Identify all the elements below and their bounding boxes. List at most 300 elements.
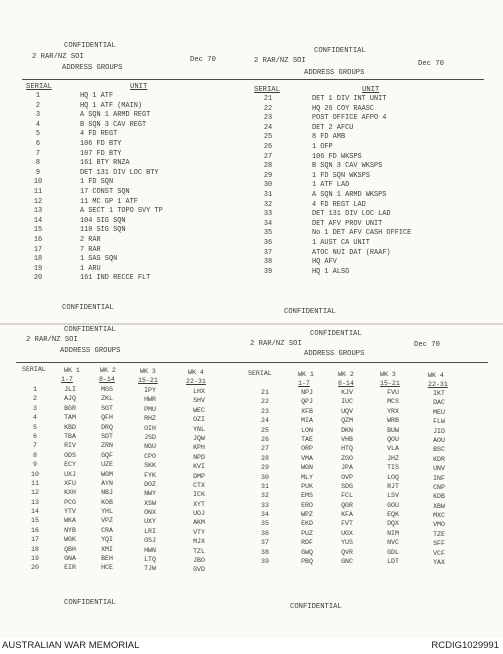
code-cell: IUC	[341, 398, 353, 406]
serial-cell: 3	[35, 111, 41, 120]
bottom-right-head-wk3: WK 3	[380, 371, 396, 378]
code-cell: PUZ	[301, 529, 313, 537]
top-left-unit: 2 RAR/NZ SOI	[32, 53, 84, 61]
code-cell: HWR	[144, 396, 156, 404]
code-cell: QZM	[341, 417, 353, 425]
code-cell: QBH	[64, 545, 76, 553]
code-cell: QVR	[341, 548, 353, 556]
code-cell: QFH	[101, 414, 113, 422]
top-left-title: ADDRESS GROUPS	[62, 64, 123, 72]
bottom-right-wk2-column	[335, 388, 359, 566]
serial-cell: 10	[31, 470, 39, 478]
code-cell: WEC	[193, 406, 205, 414]
code-cell: BSC	[433, 446, 445, 454]
serial-cell: 3	[33, 404, 37, 412]
top-right-unit: 2 RAR/NZ SOI	[254, 57, 306, 65]
unit-cell: 1 ARU	[80, 264, 101, 273]
serial-cell: 37	[263, 248, 273, 257]
code-cell: CNP	[433, 483, 445, 491]
bottom-right-wk3-column	[380, 388, 406, 566]
unit-cell: HQ AFV	[312, 258, 337, 267]
code-cell: TIS	[387, 464, 399, 472]
serial-cell: 22	[263, 104, 273, 113]
code-cell: OVP	[341, 473, 353, 481]
code-cell: UGX	[341, 529, 353, 537]
serial-cell: 4	[33, 414, 37, 422]
serial-cell: 30	[261, 473, 269, 481]
code-cell: GVD	[193, 566, 205, 574]
code-cell: YUS	[341, 539, 353, 547]
code-cell: VMO	[433, 521, 445, 529]
code-cell: NBJ	[101, 489, 113, 497]
serial-cell: 34	[261, 511, 269, 519]
code-cell: YTV	[64, 508, 76, 516]
top-left-col-serial: SERIAL	[26, 83, 52, 91]
unit-cell: 106 FD BTY	[80, 139, 122, 148]
code-cell: EIR	[64, 564, 76, 572]
serial-cell: 35	[263, 229, 273, 238]
serial-cell: 16	[31, 526, 39, 534]
serial-cell: 7	[35, 149, 41, 158]
code-cell: SKK	[144, 462, 156, 470]
top-right-col-unit: UNIT	[362, 86, 380, 94]
code-cell: VPZ	[101, 517, 113, 525]
code-cell: ZGO	[341, 454, 353, 462]
bottom-left-unit: 2 RAR/NZ SOI	[26, 336, 78, 344]
bottom-right-head-wk3-days: 15-21	[380, 380, 400, 387]
code-cell: NIM	[387, 529, 399, 537]
unit-cell: 17 CONST SQN	[80, 187, 130, 196]
serial-cell: 37	[261, 539, 269, 547]
code-cell: DOZ	[144, 480, 156, 488]
code-cell: FVU	[387, 389, 399, 396]
serial-cell: 12	[31, 489, 39, 497]
code-cell: QGR	[341, 501, 353, 509]
serial-cell: 27	[263, 152, 273, 161]
serial-cell: 13	[31, 498, 39, 506]
code-cell: LTQ	[144, 556, 156, 564]
serial-cell: 36	[261, 529, 269, 537]
serial-cell: 1	[33, 386, 37, 393]
code-cell: OZI	[193, 416, 205, 424]
top-header-rule	[22, 79, 484, 80]
serial-cell: 26	[261, 435, 269, 443]
code-cell: MGS	[101, 386, 113, 393]
unit-cell: DET AFV PROV UNIT	[312, 219, 383, 228]
bottom-right-head-wk2-days: 8-14	[338, 380, 354, 387]
serial-cell: 19	[33, 264, 43, 273]
code-cell: XSW	[144, 499, 156, 507]
serial-cell: 13	[33, 207, 43, 216]
code-cell: XMI	[101, 545, 113, 553]
code-cell: MIA	[301, 417, 313, 425]
bottom-right-unit: 2 RAR/NZ SOI	[250, 340, 302, 348]
bottom-left-head-wk2: WK 2	[100, 367, 116, 374]
unit-cell: 1 AUST CA UNIT	[312, 238, 370, 247]
archive-reference: RCDIG1029991	[431, 640, 499, 651]
serial-cell: 26	[263, 142, 273, 151]
code-cell: UXJ	[64, 470, 76, 478]
unit-cell: 110 SIG SQN	[80, 226, 126, 235]
code-cell: GDL	[387, 548, 399, 556]
code-cell: DRQ	[101, 423, 113, 431]
code-cell: AKM	[193, 519, 205, 527]
unit-cell: 104 SIG SQN	[80, 216, 126, 225]
unit-cell: ATOC NUI DAT (RAAF)	[312, 248, 391, 257]
code-cell: WRB	[387, 417, 399, 425]
serial-cell: 6	[35, 139, 41, 148]
bottom-left-head-wk3-days: 15-21	[138, 377, 158, 384]
serial-cell: 7	[33, 442, 37, 450]
code-cell: KFA	[341, 511, 353, 519]
code-cell: TAM	[64, 414, 76, 422]
code-cell: FYK	[144, 471, 156, 479]
serial-cell: 16	[33, 235, 43, 244]
serial-cell: 5	[33, 423, 37, 431]
code-cell: ERO	[301, 501, 313, 509]
unit-cell: 1 SAS SQN	[80, 255, 118, 264]
serial-cell: 5	[35, 130, 41, 139]
serial-cell: 14	[33, 216, 43, 225]
serial-cell: 18	[33, 255, 43, 264]
code-cell: CPO	[144, 452, 156, 460]
unit-cell: A SQN 1 ARMD WKSPS	[312, 190, 387, 199]
unit-cell: 1 OFP	[312, 142, 333, 151]
code-cell: IPY	[144, 387, 156, 394]
bottom-right-date: Dec 70	[414, 341, 440, 349]
code-cell: UQV	[341, 407, 353, 415]
serial-cell: 9	[35, 168, 41, 177]
serial-cell: 32	[263, 200, 273, 209]
top-right-footer-classification: CONFIDENTIAL	[284, 308, 336, 316]
serial-cell: 18	[31, 545, 39, 553]
serial-cell: 14	[31, 508, 39, 516]
serial-cell: 28	[261, 454, 269, 462]
code-cell: HWN	[144, 546, 156, 554]
code-cell: PBQ	[301, 558, 313, 566]
top-right-col-serial: SERIAL	[254, 86, 280, 94]
serial-cell: 9	[33, 461, 37, 469]
code-cell: LDT	[387, 558, 399, 566]
serial-cell: 6	[33, 432, 37, 440]
code-cell: ORP	[301, 445, 313, 453]
serial-cell: 19	[31, 555, 39, 563]
code-cell: PMU	[144, 405, 156, 413]
serial-cell: 11	[33, 187, 43, 196]
code-cell: LOQ	[387, 473, 399, 481]
code-cell: OSJ	[144, 537, 156, 545]
unit-cell: 2 RAR	[80, 235, 101, 244]
bottom-left-head-wk4: WK 4	[188, 369, 204, 376]
code-cell: JID	[433, 427, 445, 435]
serial-cell: 8	[33, 451, 37, 459]
unit-cell: A SQN 1 ARMD REGT	[80, 111, 151, 120]
serial-cell: 39	[261, 558, 269, 566]
serial-cell: 15	[31, 517, 39, 525]
code-cell: CTX	[193, 481, 205, 489]
code-cell: FVT	[341, 520, 353, 528]
bottom-right-serial-column	[254, 388, 276, 566]
bottom-left-head-wk3: WK 3	[140, 368, 156, 375]
bottom-right-head-wk4: WK 4	[428, 372, 444, 379]
unit-cell: HQ 1 ATF (MAIN)	[80, 101, 143, 110]
code-cell: JSD	[144, 433, 156, 441]
code-cell: XBW	[433, 502, 445, 510]
serial-cell: 29	[261, 464, 269, 472]
code-cell: NWY	[144, 490, 156, 498]
code-cell: IKT	[433, 390, 445, 397]
code-cell: KXH	[64, 489, 76, 497]
code-cell: DKN	[341, 426, 353, 434]
code-cell: NPJ	[301, 389, 313, 396]
code-cell: RIV	[64, 442, 76, 450]
top-right-serial-column	[256, 95, 280, 277]
code-cell: SHV	[193, 397, 205, 405]
page-fold	[0, 323, 503, 325]
serial-cell: 38	[263, 258, 273, 267]
serial-cell: 36	[263, 238, 273, 247]
serial-cell: 23	[263, 114, 273, 123]
code-cell: TJW	[144, 565, 156, 573]
code-cell: LON	[301, 426, 313, 434]
archive-footer	[0, 638, 503, 654]
bottom-left-head-wk4-days: 22-31	[186, 378, 206, 385]
bottom-left-serial-column	[24, 385, 46, 573]
top-left-classification: CONFIDENTIAL	[64, 42, 116, 50]
bottom-left-title: ADDRESS GROUPS	[60, 347, 121, 355]
top-right-unit-column	[312, 95, 488, 277]
code-cell: YRX	[387, 407, 399, 415]
serial-cell: 11	[31, 479, 39, 487]
code-cell: MJX	[193, 538, 205, 546]
bottom-left-footer-classification: CONFIDENTIAL	[64, 599, 116, 607]
code-cell: VMA	[301, 454, 313, 462]
serial-cell: 21	[261, 389, 269, 396]
serial-cell: 12	[33, 197, 43, 206]
code-cell: EMS	[301, 492, 313, 500]
code-cell: SDT	[101, 432, 113, 440]
code-cell: QPJ	[301, 398, 313, 406]
unit-cell: DET 2 AFCU	[312, 123, 354, 132]
unit-cell: 107 FD BTY	[80, 149, 122, 158]
unit-cell: B SQN 3 CAV WKSPS	[312, 162, 383, 171]
unit-cell: 1 FD SQN	[80, 178, 114, 187]
code-cell: WGM	[101, 470, 113, 478]
code-cell: VCF	[433, 549, 445, 557]
code-cell: ICK	[193, 491, 205, 499]
top-right-classification: CONFIDENTIAL	[314, 47, 366, 55]
serial-cell: 34	[263, 219, 273, 228]
code-cell: EKD	[301, 520, 313, 528]
serial-cell: 24	[263, 123, 273, 132]
top-right-title: ADDRESS GROUPS	[304, 69, 365, 77]
code-cell: VLA	[387, 445, 399, 453]
top-left-date: Dec 70	[190, 56, 216, 64]
serial-cell: 20	[31, 564, 39, 572]
serial-cell: 4	[35, 120, 41, 129]
bottom-right-head-wk1-days: 1-7	[298, 380, 310, 387]
code-cell: JQW	[193, 434, 205, 442]
code-cell: RJT	[387, 482, 399, 490]
bottom-left-wk4-column	[186, 387, 212, 575]
code-cell: GWQ	[301, 548, 313, 556]
bottom-right-classification: CONFIDENTIAL	[310, 330, 362, 338]
code-cell: BEH	[101, 555, 113, 563]
code-cell: DAC	[433, 399, 445, 407]
code-cell: OIH	[144, 424, 156, 432]
code-cell: SFF	[433, 540, 445, 548]
top-left-col-unit: UNIT	[130, 83, 148, 91]
code-cell: AOU	[433, 436, 445, 444]
bottom-left-head-wk2-days: 8-14	[99, 376, 115, 383]
serial-cell: 15	[33, 226, 43, 235]
bottom-left-head-wk1-days: 1-7	[61, 376, 73, 383]
code-cell: XFB	[301, 407, 313, 415]
serial-cell: 32	[261, 492, 269, 500]
serial-cell: 27	[261, 445, 269, 453]
top-left-unit-column	[80, 92, 240, 284]
code-cell: KDR	[433, 455, 445, 463]
code-cell: RHZ	[144, 415, 156, 423]
code-cell: XFU	[64, 479, 76, 487]
code-cell: MXC	[433, 512, 445, 520]
unit-cell: DET 1 DIV INT UNIT	[312, 95, 387, 103]
bottom-left-wk1-column	[58, 385, 82, 573]
top-left-footer-classification: CONFIDENTIAL	[62, 304, 114, 312]
code-cell: YAX	[433, 559, 445, 567]
code-cell: YQI	[101, 536, 113, 544]
serial-cell: 31	[261, 482, 269, 490]
code-cell: FCL	[341, 492, 353, 500]
serial-cell: 8	[35, 159, 41, 168]
unit-cell: No 1 DET AFV CASH OFFICE	[312, 229, 412, 238]
serial-cell: 2	[35, 101, 41, 110]
unit-cell: 161 BTY RNZA	[80, 159, 130, 168]
code-cell: CRA	[101, 526, 113, 534]
code-cell: ECY	[64, 461, 76, 469]
code-cell: ZRN	[101, 442, 113, 450]
code-cell: UZE	[101, 461, 113, 469]
serial-cell: 25	[263, 133, 273, 142]
code-cell: KDB	[433, 493, 445, 501]
code-cell: INF	[433, 474, 445, 482]
unit-cell: HQ 1 ALSG	[312, 267, 350, 276]
bottom-header-rule	[16, 362, 488, 363]
unit-cell: 1 FD SQN WKSPS	[312, 171, 370, 180]
code-cell: UOJ	[193, 510, 205, 518]
code-cell: BUW	[387, 426, 399, 434]
code-cell: KVI	[193, 463, 205, 471]
serial-cell: 1	[35, 92, 41, 100]
code-cell: QOU	[387, 435, 399, 443]
serial-cell: 33	[263, 210, 273, 219]
code-cell: KBD	[64, 423, 76, 431]
serial-cell: 35	[261, 520, 269, 528]
code-cell: WKA	[64, 517, 76, 525]
code-cell: BGR	[64, 404, 76, 412]
code-cell: TAE	[301, 435, 313, 443]
serial-cell: 24	[261, 417, 269, 425]
unit-cell: 4 FD REGT	[80, 130, 118, 139]
serial-cell: 10	[33, 178, 43, 187]
code-cell: JBO	[193, 557, 205, 565]
code-cell: GQF	[101, 451, 113, 459]
code-cell: KPH	[193, 444, 205, 452]
top-right-date: Dec 70	[418, 60, 444, 68]
code-cell: GOU	[387, 501, 399, 509]
bottom-right-title: ADDRESS GROUPS	[304, 350, 365, 358]
bottom-left-wk3-column	[137, 386, 163, 574]
code-cell: EQK	[387, 511, 399, 519]
code-cell: ONX	[144, 509, 156, 517]
code-cell: JHZ	[387, 454, 399, 462]
code-cell: MEU	[433, 408, 445, 416]
bottom-left-wk2-column	[95, 385, 119, 573]
serial-cell: 39	[263, 267, 273, 276]
serial-cell: 29	[263, 171, 273, 180]
bottom-right-wk1-column	[295, 388, 319, 566]
serial-cell: 23	[261, 407, 269, 415]
serial-cell: 17	[31, 536, 39, 544]
code-cell: NGU	[144, 443, 156, 451]
code-cell: RDF	[301, 539, 313, 547]
unit-cell: HQ 26 COY RAASC	[312, 104, 375, 113]
serial-cell: 21	[263, 95, 273, 103]
serial-cell: 17	[33, 245, 43, 254]
unit-cell: A SECT 1 TOPO SVY TP	[80, 207, 163, 216]
code-cell: ODS	[64, 451, 76, 459]
code-cell: WGK	[64, 536, 76, 544]
serial-cell: 31	[263, 190, 273, 199]
code-cell: DMP	[193, 472, 205, 480]
bottom-left-head-serial: SERIAL	[22, 366, 46, 373]
code-cell: KJV	[341, 389, 353, 396]
unit-cell: POST OFFICE AFPO 4	[312, 114, 387, 123]
unit-cell: 106 FD WKSPS	[312, 152, 362, 161]
code-cell: DQX	[387, 520, 399, 528]
code-cell: NPD	[193, 453, 205, 461]
unit-cell: 1 ATF LAD	[312, 181, 350, 190]
code-cell: UXY	[144, 518, 156, 526]
unit-cell: DET 131 DIV LOC BTY	[80, 168, 159, 177]
top-left-serial-column	[26, 92, 50, 284]
code-cell: FLW	[433, 418, 445, 426]
bottom-right-head-wk2: WK 2	[338, 371, 354, 378]
code-cell: LSV	[387, 492, 399, 500]
code-cell: HTQ	[341, 445, 353, 453]
code-cell: PUK	[301, 482, 313, 490]
code-cell: PCG	[64, 498, 76, 506]
serial-cell: 30	[263, 181, 273, 190]
unit-cell: 11 MC GP 1 ATF	[80, 197, 138, 206]
bottom-right-head-wk4-days: 22-31	[428, 381, 448, 388]
code-cell: VHB	[341, 435, 353, 443]
code-cell: KOB	[101, 498, 113, 506]
code-cell: HCE	[101, 564, 113, 572]
bottom-left-classification: CONFIDENTIAL	[64, 326, 116, 334]
code-cell: YHL	[101, 508, 113, 516]
bottom-right-footer-classification: CONFIDENTIAL	[290, 603, 342, 611]
unit-cell: 4 FD REGT LAD	[312, 200, 366, 209]
code-cell: TBA	[64, 432, 76, 440]
code-cell: XYT	[193, 500, 205, 508]
serial-cell: 38	[261, 548, 269, 556]
unit-cell: 7 RAR	[80, 245, 101, 254]
code-cell: NVC	[387, 539, 399, 547]
code-cell: TZL	[193, 547, 205, 555]
code-cell: VTY	[193, 528, 205, 536]
code-cell: AJQ	[64, 395, 76, 403]
